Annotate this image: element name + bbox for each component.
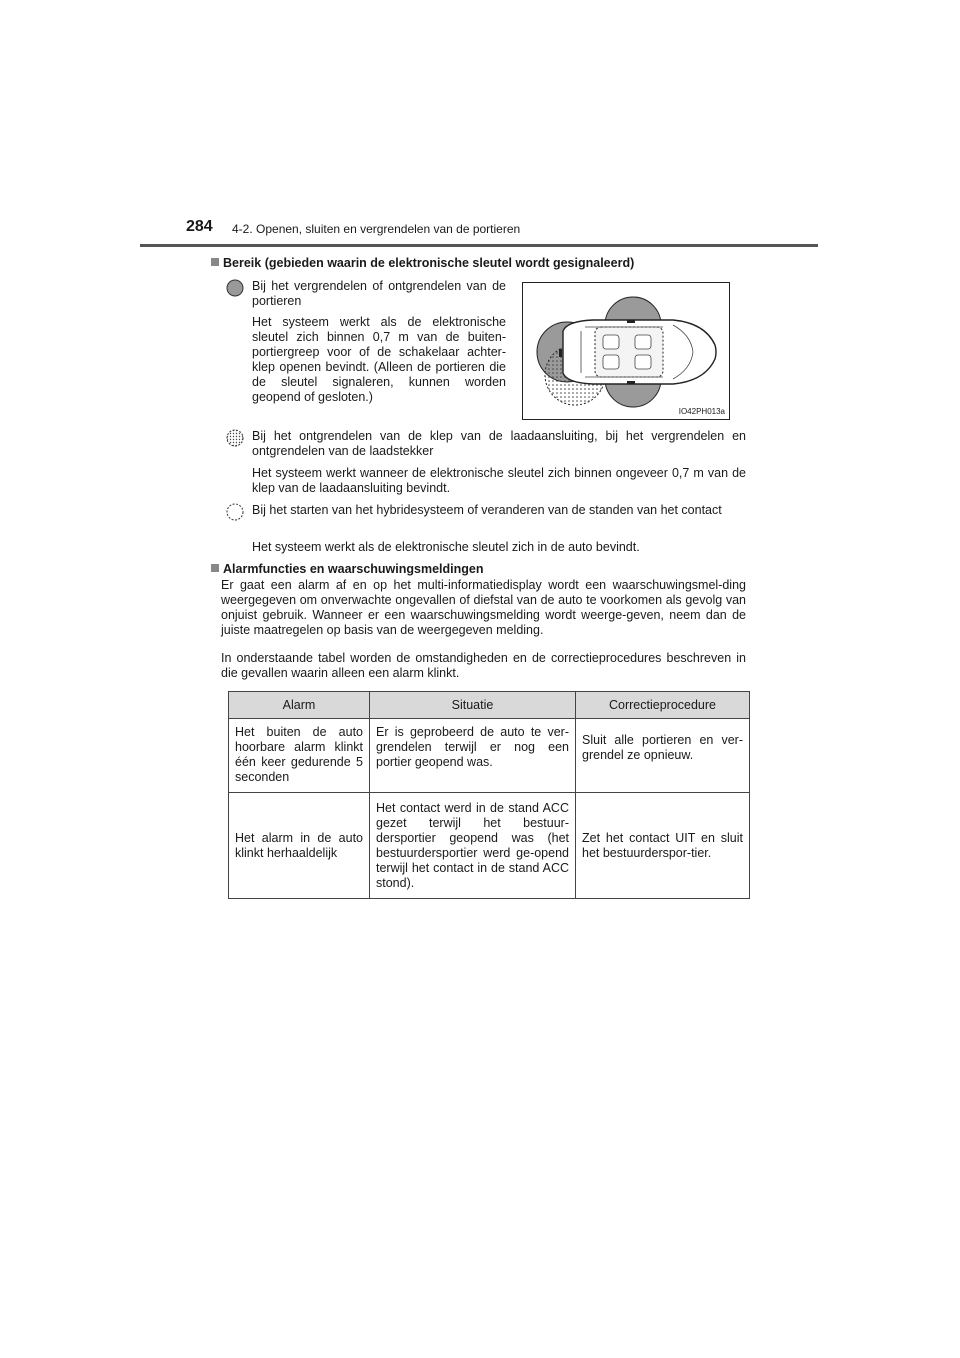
column-header-correctieprocedure: Correctieprocedure (576, 692, 750, 719)
detection-range-figure (522, 282, 730, 420)
car-detection-diagram (523, 283, 730, 420)
range-item-2-text: Het systeem werkt wanneer de elektronische sleutel zich binnen ongeveer 0,7 m van de klep van de laadaansluiting bevindt. (252, 466, 746, 495)
range-item-1-title: Bij het vergrendelen of ontgrendelen van de portieren (252, 279, 506, 308)
table-cell: Het contact werd in de stand ACC gezet terwijl het bestuur-dersportier geopend was (het bestuurdersportier werd ge-opend terwijl het contact in de stand ACC stond). (370, 793, 576, 899)
alarm-paragraph-2: In onderstaande tabel worden de omstandigheden en de correctieprocedures beschreven in die gevallen waarin alleen een alarm klinkt. (221, 651, 746, 680)
range-item-3-title: Bij het starten van het hybridesysteem of veranderen van de standen van het contact (252, 503, 722, 517)
header-rule (140, 244, 818, 247)
table-cell: Zet het contact UIT en sluit het bestuurderspor-tier. (576, 793, 750, 899)
range-heading (211, 256, 634, 270)
section-header: 4-2. Openen, sluiten en vergrendelen van de portieren (232, 222, 521, 236)
table-cell: Sluit alle portieren en ver-grendel ze opnieuw. (576, 719, 750, 793)
table-cell: Er is geprobeerd de auto te ver-grendelen terwijl er nog een portier geopend was. (370, 719, 576, 793)
solid-gray-circle-icon (226, 279, 244, 297)
interior-zone (595, 327, 663, 377)
empty-circle-icon (226, 503, 244, 521)
range-item-3-text: Het systeem werkt als de elektronische sleutel zich in de auto bevindt. (252, 540, 640, 554)
range-heading-text: Bereik (gebieden waarin de elektronische sleutel wordt gesignaleerd) (223, 256, 635, 270)
alarm-heading (211, 562, 483, 576)
table-row (229, 793, 750, 899)
alarm-heading-text: Alarmfuncties en waarschuwingsmeldingen (223, 562, 484, 576)
table-row (229, 719, 750, 793)
alarm-table (228, 691, 750, 899)
column-header-alarm: Alarm (229, 692, 370, 719)
table-cell: Het alarm in de auto klinkt herhaaldelijk (229, 793, 370, 899)
table-cell: Het buiten de auto hoorbare alarm klinkt één keer gedurende 5 seconden (229, 719, 370, 793)
range-item-2-title: Bij het ontgrendelen van de klep van de laadaansluiting, bij het vergrendelen en ontgrendelen van de laadstekker (252, 429, 746, 458)
alarm-paragraph-1: Er gaat een alarm af en op het multi-informatiedisplay wordt een waarschuwingsmel-ding weergegeven om onverwachte ongevallen of diefstal van de auto te voorkomen als gevolg van onjuist gebruik. Wanneer er een waarschuwingsmelding wordt weerge-geven, neem dan de juiste maatregelen op basis van de weergegeven melding. (221, 578, 746, 637)
table-header-row (229, 692, 750, 719)
range-item-1-text: Het systeem werkt als de elektronische sleutel zich binnen 0,7 m van de buiten-portiergreep voor of de schakelaar achter-klep openen bevindt. (Alleen de portieren die de sleutel signaleren, kunnen worden geopend of gesloten.) (252, 315, 506, 404)
square-bullet-icon (211, 258, 219, 266)
column-header-situatie: Situatie (370, 692, 576, 719)
page-number: 284 (186, 218, 213, 235)
dotted-circle-icon (226, 429, 244, 447)
figure-code: IO42PH013a (678, 407, 725, 416)
square-bullet-icon (211, 564, 219, 572)
